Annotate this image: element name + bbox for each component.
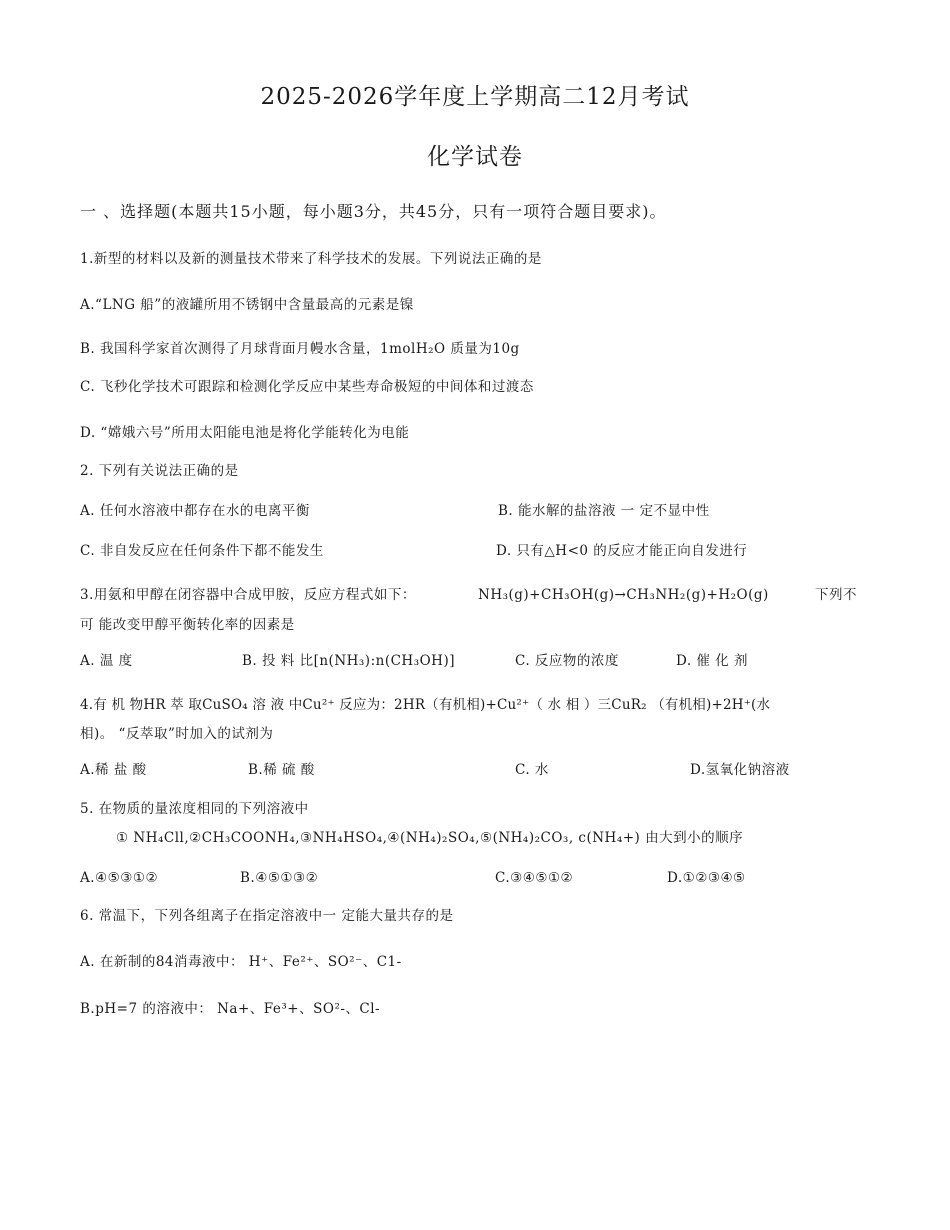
question-3-stem-line2: 可 能改变甲醇平衡转化率的因素是 (80, 617, 295, 633)
question-3-option-a: A. 温 度 (80, 653, 133, 669)
question-5-option-a: A.④⑤③①② (80, 870, 159, 886)
question-4-option-d: D.氢氧化钠溶液 (690, 762, 790, 778)
question-4-option-b: B.稀 硫 酸 (248, 762, 315, 778)
question-6-option-a: A. 在新制的84消毒液中： H⁺、Fe²⁺、SO²⁻、C1- (80, 954, 402, 970)
question-3-stem-tail: 下列不 (815, 587, 857, 603)
exam-title: 2025-2026学年度上学期高二12月考试 (260, 84, 690, 110)
question-4-option-a: A.稀 盐 酸 (80, 762, 147, 778)
question-5-solution-list: ① NH₄Cll,②CH₃COONH₄,③NH₄HSO₄,④(NH₄)₂SO₄,⑤(NH₄)₂CO₃, c(NH₄+) 由大到小的顺序 (116, 830, 744, 846)
question-2-stem: 2. 下列有关说法正确的是 (80, 463, 239, 479)
question-3-equation: NH₃(g)+CH₃OH(g)→CH₃NH₂(g)+H₂O(g) (478, 587, 769, 603)
question-2-option-a: A. 任何水溶液中都存在水的电离平衡 (80, 503, 310, 519)
question-4-stem: 4.有 机 物HR 萃 取CuSO₄ 溶 液 中Cu²⁺ 反应为：2HR（有机相)+Cu²⁺（ 水 相 ）三CuR₂ （有机相)+2H⁺(水 (80, 697, 771, 713)
question-1-option-b: B. 我国科学家首次测得了月球背面月幔水含量，1molH₂O 质量为10g (80, 341, 520, 357)
question-1-option-d: D. “嫦娥六号”所用太阳能电池是将化学能转化为电能 (80, 425, 410, 441)
question-6-stem: 6. 常温下，下列各组离子在指定溶液中一 定能大量共存的是 (80, 908, 454, 924)
question-3-option-b: B. 投 料 比[n(NH₃):n(CH₃OH)] (242, 653, 455, 669)
question-5-option-c: C.③④⑤①② (495, 870, 574, 886)
question-3-option-d: D. 催 化 剂 (676, 653, 749, 669)
question-3-stem: 3.用氨和甲醇在闭容器中合成甲胺，反应方程式如下： (80, 587, 416, 603)
question-6-option-b: B.pH=7 的溶液中： Na+、Fe³+、SO²-、Cl- (80, 1001, 381, 1017)
question-4-stem-line2: 相)。 “反萃取”时加入的试剂为 (80, 726, 274, 742)
question-1-option-c: C. 飞秒化学技术可跟踪和检测化学反应中某些寿命极短的中间体和过渡态 (80, 379, 534, 395)
question-5-option-d: D.①②③④⑤ (667, 870, 746, 886)
question-5-option-b: B.④⑤①③② (240, 870, 319, 886)
question-2-option-c: C. 非自发反应在任何条件下都不能发生 (80, 543, 324, 559)
question-5-stem: 5. 在物质的量浓度相同的下列溶液中 (80, 801, 309, 817)
question-3-option-c: C. 反应物的浓度 (515, 653, 619, 669)
question-1-stem: 1.新型的材料以及新的测量技术带来了科学技术的发展。下列说法正确的是 (80, 251, 542, 267)
question-2-option-b: B. 能水解的盐溶液 一 定不显中性 (498, 503, 710, 519)
exam-subtitle: 化学试卷 (427, 144, 523, 170)
question-2-option-d: D. 只有△H<0 的反应才能正向自发进行 (496, 543, 748, 559)
question-4-option-c: C. 水 (515, 762, 549, 778)
question-1-option-a: A.“LNG 船”的液罐所用不锈钢中含量最高的元素是镍 (80, 297, 414, 313)
section-heading: 一 、选择题(本题共15小题，每小题3分，共45分，只有一项符合题目要求)。 (80, 202, 667, 221)
